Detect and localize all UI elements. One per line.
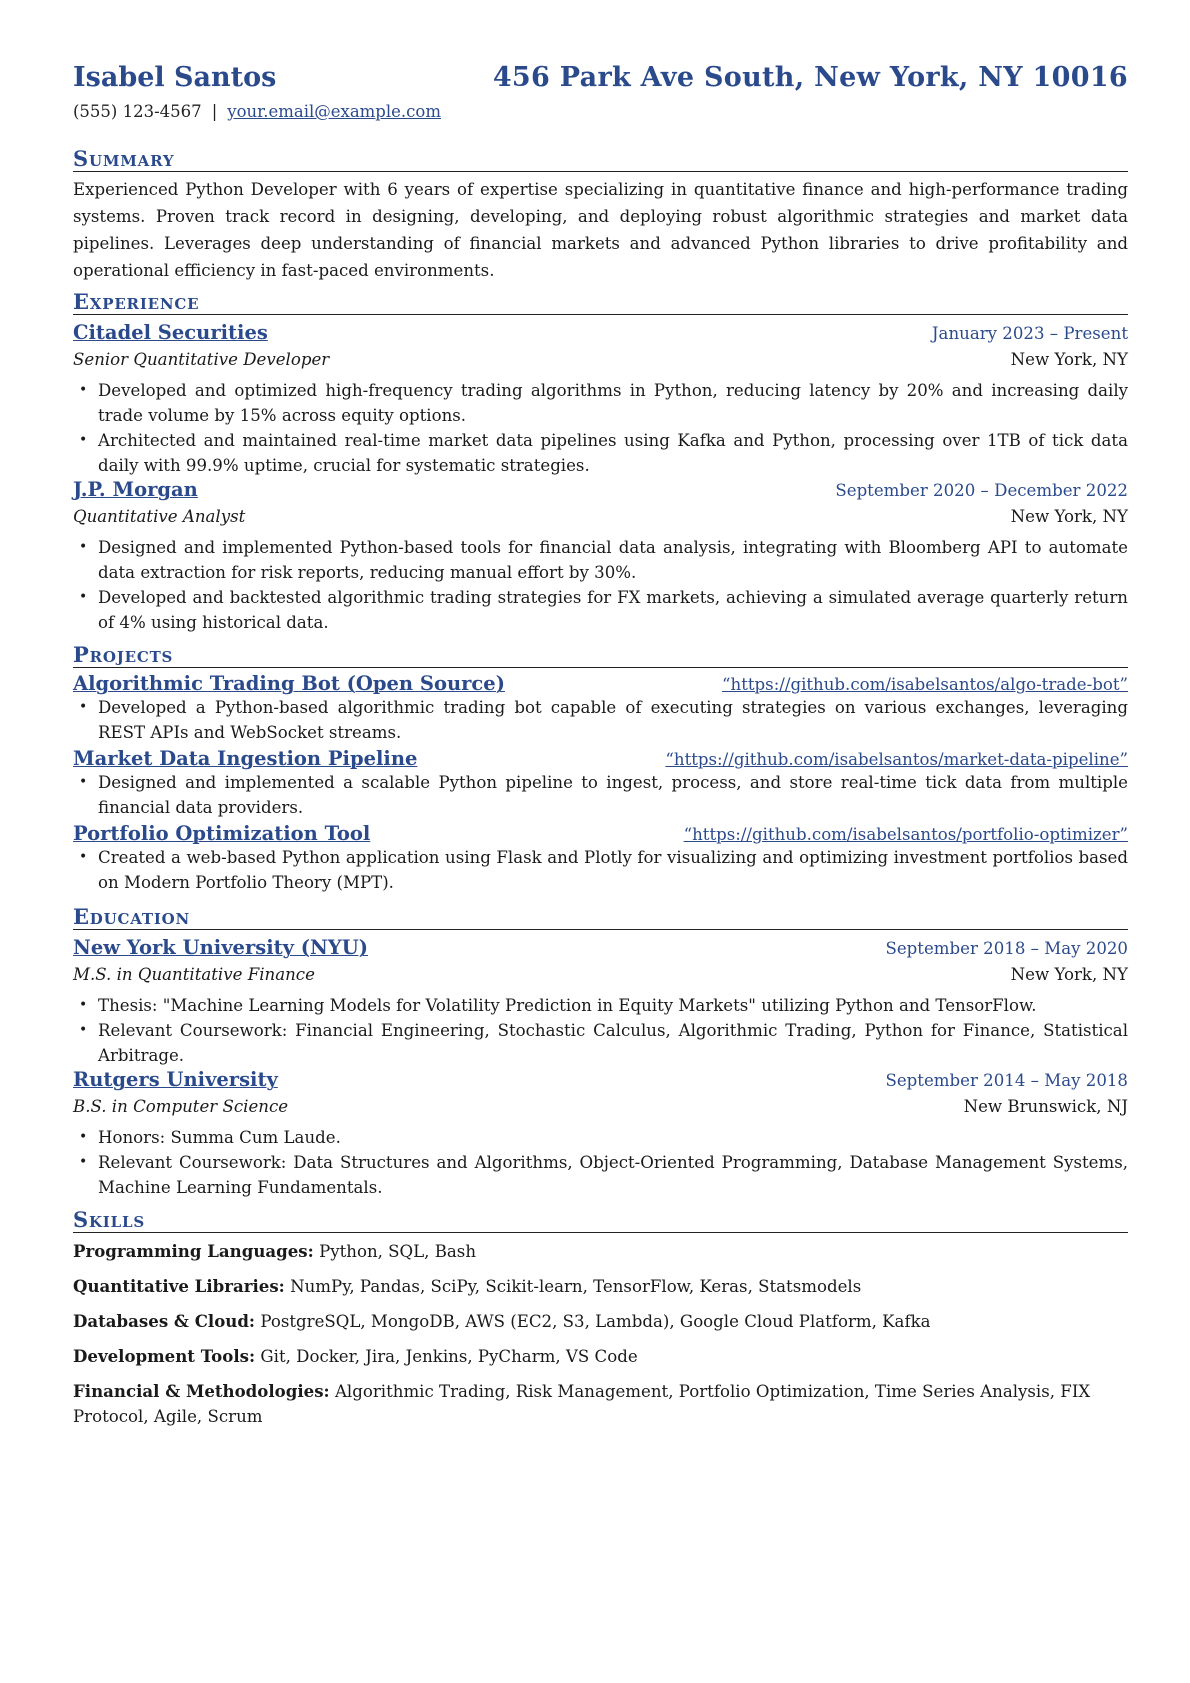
skill-value: Python, SQL, Bash (319, 1242, 477, 1262)
date-range: January 2023 – Present (931, 324, 1128, 344)
date-range: September 2020 – December 2022 (835, 481, 1128, 501)
project-name[interactable]: Market Data Ingestion Pipeline (73, 747, 418, 771)
header (73, 62, 1128, 93)
list-item: • Thesis: "Machine Learning Models for Volatility Prediction in Equity Markets" utilizing Python and TensorFlow. (73, 993, 1128, 1018)
school-name[interactable]: New York University (NYU) (73, 936, 368, 960)
list-item: • Relevant Coursework: Financial Engineering, Stochastic Calculus, Algorithmic Trading, Python for Finance, Statistical Arbitrage. (73, 1018, 1128, 1068)
school-name[interactable]: Rutgers University (73, 1068, 278, 1092)
location: New York, NY (1010, 350, 1128, 370)
project-link[interactable]: “https://github.com/isabelsantos/algo-trade-bot” (722, 675, 1128, 695)
section-title: Skills (73, 1208, 1128, 1233)
employer-name[interactable]: J.P. Morgan (73, 478, 198, 502)
section-title: Summary (73, 147, 1128, 172)
location: New York, NY (1010, 965, 1128, 985)
section-title: Education (73, 905, 1128, 930)
experience-entry (73, 321, 1128, 478)
section-title: Experience (73, 290, 1128, 315)
list-item: • Created a web-based Python application using Flask and Plotly for visualizing and optimizing investment portfolios based on Modern Portfolio Theory (MPT). (73, 845, 1128, 895)
list-item: • Designed and implemented a scalable Python pipeline to ingest, process, and store real-time tick data from multiple financial data providers. (73, 770, 1128, 820)
skill-row (73, 1379, 1128, 1429)
candidate-name: Isabel Santos (73, 62, 277, 93)
skill-row (73, 1274, 1128, 1299)
skill-label: Development Tools: (73, 1346, 256, 1367)
skills-section (73, 1208, 1128, 1429)
date-range: September 2014 – May 2018 (885, 1071, 1128, 1091)
address: 456 Park Ave South, New York, NY 10016 (492, 62, 1128, 93)
email-link[interactable]: your.email@example.com (227, 102, 441, 121)
project-name[interactable]: Algorithmic Trading Bot (Open Source) (73, 672, 505, 696)
employer-name[interactable]: Citadel Securities (73, 321, 268, 345)
contact-line (73, 102, 1128, 121)
location: New York, NY (1010, 507, 1128, 527)
education-entry (73, 936, 1128, 1068)
skill-value: Algorithmic Trading, Risk Management, Portfolio Optimization, Time Series Analysis, FIX Protocol, Agile, Scrum (73, 1382, 1091, 1427)
list-item: • Developed a Python-based algorithmic trading bot capable of executing strategies on various exchanges, leveraging REST APIs and WebSocket streams. (73, 695, 1128, 745)
list-item: • Developed and optimized high-frequency trading algorithms in Python, reducing latency by 20% and increasing daily trade volume by 15% across equity options. (73, 378, 1128, 428)
section-title: Projects (73, 643, 1128, 668)
project-entry (73, 747, 1128, 820)
phone: (555) 123-4567 (73, 102, 202, 121)
skill-value: NumPy, Pandas, SciPy, Scikit-learn, TensorFlow, Keras, Statsmodels (290, 1277, 862, 1297)
skill-value: PostgreSQL, MongoDB, AWS (EC2, S3, Lambda), Google Cloud Platform, Kafka (260, 1312, 931, 1332)
project-link[interactable]: “https://github.com/isabelsantos/market-data-pipeline” (665, 750, 1128, 770)
skill-label: Programming Languages: (73, 1241, 314, 1262)
list-item: • Honors: Summa Cum Laude. (73, 1125, 1128, 1150)
job-title: Senior Quantitative Developer (73, 350, 330, 370)
skill-row (73, 1239, 1128, 1264)
project-name[interactable]: Portfolio Optimization Tool (73, 822, 371, 846)
skill-label: Databases & Cloud: (73, 1311, 256, 1332)
list-item: • Designed and implemented Python-based tools for financial data analysis, integrating with Bloomberg API to automate data extraction for risk reports, reducing manual effort by 30%. (73, 535, 1128, 585)
summary-text: Experienced Python Developer with 6 years of expertise specializing in quantitative finance and high-performance trading systems. Proven track record in designing, developing, and deploying robust algorithmic strategies and market data pipelines. Leverages deep understanding of financial markets and advanced Python libraries to drive profitability and operational efficiency in fast-paced environments. (73, 180, 1128, 281)
projects-section (73, 643, 1128, 895)
date-range: September 2018 – May 2020 (885, 939, 1128, 959)
job-title: Quantitative Analyst (73, 507, 246, 527)
summary-section (73, 147, 1128, 284)
degree: M.S. in Quantitative Finance (73, 965, 315, 985)
list-item: • Developed and backtested algorithmic trading strategies for FX markets, achieving a simulated average quarterly return of 4% using historical data. (73, 585, 1128, 635)
list-item: • Architected and maintained real-time market data pipelines using Kafka and Python, processing over 1TB of tick data daily with 99.9% uptime, crucial for systematic strategies. (73, 428, 1128, 478)
skill-value: Git, Docker, Jira, Jenkins, PyCharm, VS Code (260, 1347, 638, 1367)
project-entry (73, 672, 1128, 745)
skill-row (73, 1309, 1128, 1334)
project-entry (73, 822, 1128, 895)
education-entry (73, 1068, 1128, 1200)
skill-label: Financial & Methodologies: (73, 1381, 330, 1402)
degree: B.S. in Computer Science (73, 1097, 289, 1117)
list-item: • Relevant Coursework: Data Structures and Algorithms, Object-Oriented Programming, Database Management Systems, Machine Learning Fundamentals. (73, 1150, 1128, 1200)
project-link[interactable]: “https://github.com/isabelsantos/portfolio-optimizer” (683, 825, 1128, 845)
education-section (73, 905, 1128, 1200)
experience-entry (73, 478, 1128, 635)
skill-label: Quantitative Libraries: (73, 1276, 285, 1297)
location: New Brunswick, NJ (963, 1097, 1128, 1117)
contact-separator: | (211, 102, 218, 121)
skill-row (73, 1344, 1128, 1369)
experience-section (73, 290, 1128, 635)
